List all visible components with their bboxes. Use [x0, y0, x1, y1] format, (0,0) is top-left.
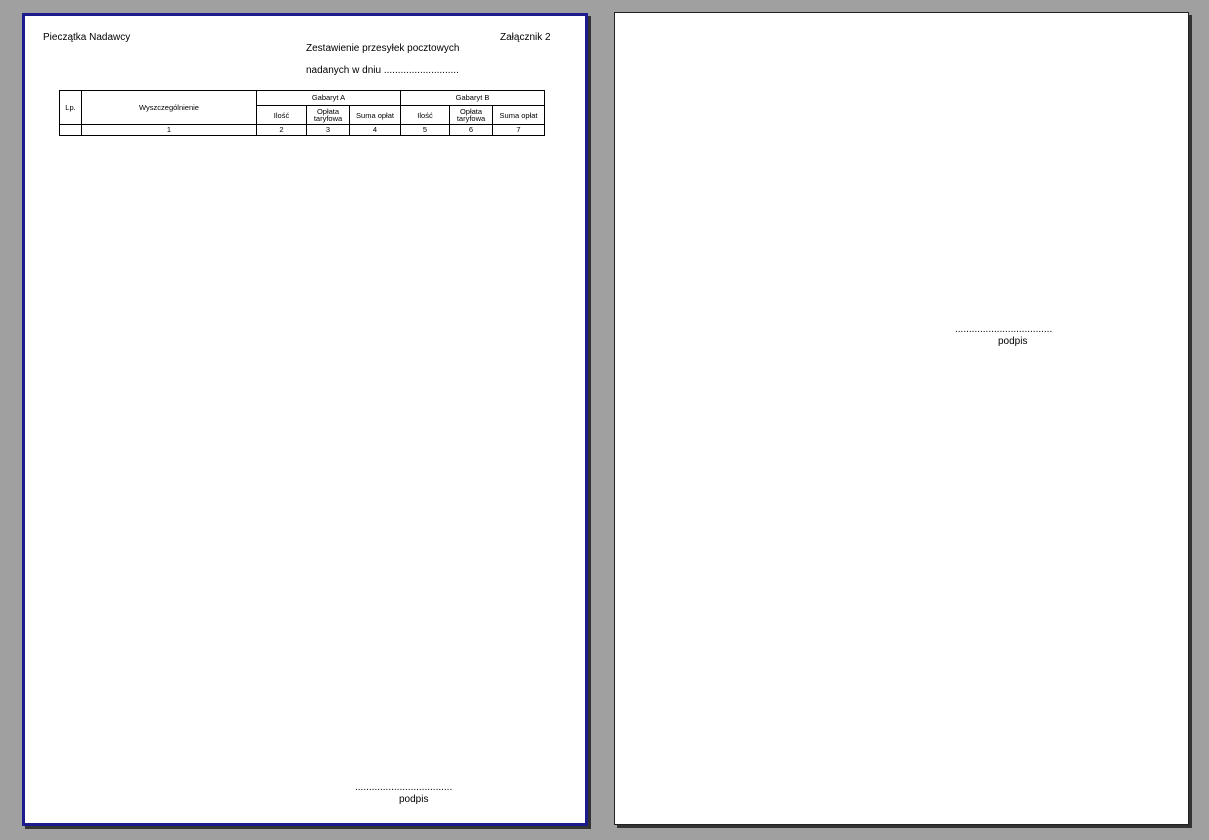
- column-number: 5: [401, 125, 450, 136]
- column-number: 6: [450, 125, 493, 136]
- header-sum-b: Suma opłat: [493, 106, 545, 125]
- document-title: Zestawienie przesyłek pocztowych: [306, 43, 460, 54]
- header-sum-a: Suma opłat: [350, 106, 401, 125]
- document-page-2: [614, 12, 1189, 825]
- header-quantity-a: Ilość: [257, 106, 307, 125]
- header-lp: Lp.: [60, 91, 82, 125]
- column-number-row: [60, 125, 545, 136]
- document-page-1: [22, 13, 588, 826]
- header-row: [60, 91, 545, 106]
- column-number: 4: [350, 125, 401, 136]
- attachment-label: Załącznik 2: [500, 32, 551, 43]
- column-number: 7: [493, 125, 545, 136]
- column-number: 2: [257, 125, 307, 136]
- dispatch-date-line: nadanych w dniu ...........................: [306, 65, 459, 76]
- column-number: 1: [82, 125, 257, 136]
- signature-label: podpis: [399, 794, 429, 805]
- signature-line: ...................................: [955, 324, 1053, 335]
- header-gabaryt-b: Gabaryt B: [401, 91, 545, 106]
- shipment-table-page-1: [59, 90, 545, 136]
- header-tariff-a: Opłata taryfowa: [307, 106, 350, 125]
- header-description: Wyszczególnienie: [82, 91, 257, 125]
- signature-label: podpis: [998, 336, 1028, 347]
- column-number: [60, 125, 82, 136]
- header-tariff-b: Opłata taryfowa: [450, 106, 493, 125]
- column-number: 3: [307, 125, 350, 136]
- header-quantity-b: Ilość: [401, 106, 450, 125]
- signature-line: ...................................: [355, 782, 453, 793]
- sender-stamp-label: Pieczątka Nadawcy: [43, 32, 131, 43]
- header-gabaryt-a: Gabaryt A: [257, 91, 401, 106]
